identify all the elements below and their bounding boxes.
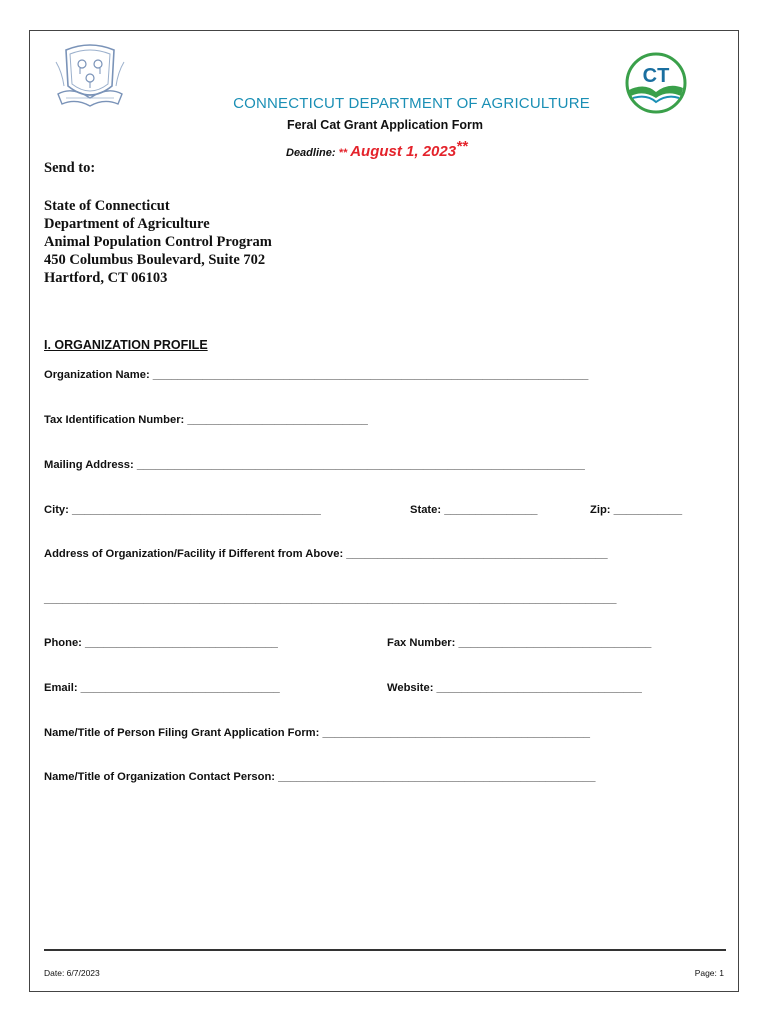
tax-id-field[interactable]: Tax Identification Number: _____________________________ [44, 414, 368, 426]
organization-name-field[interactable]: Organization Name: ______________________________________________________________________ [44, 369, 589, 381]
form-title: Feral Cat Grant Application Form [286, 118, 484, 132]
address-line: Animal Population Control Program [44, 234, 272, 250]
deadline-label: Deadline: [286, 147, 336, 159]
address-line: Hartford, CT 06103 [44, 270, 168, 286]
deadline-date: August 1, 2023 [350, 143, 457, 160]
ct-logo-text: CT [642, 65, 670, 87]
website-field[interactable]: Website: _________________________________ [387, 682, 642, 694]
deadline-stars-open: ** [338, 147, 348, 159]
fax-field[interactable]: Fax Number: _______________________________ [387, 637, 652, 649]
deadline [286, 138, 468, 160]
send-to-label: Send to: [44, 160, 96, 176]
contact-person-field[interactable]: Name/Title of Organization Contact Person: ___________________________________________________ [44, 771, 596, 783]
zip-field[interactable]: Zip: ___________ [590, 504, 683, 516]
address-line: Department of Agriculture [44, 216, 210, 232]
deadline-stars-close: ** [456, 138, 468, 155]
footer-date: Date: 6/7/2023 [44, 968, 100, 978]
state-field[interactable]: State: _______________ [410, 504, 538, 516]
mailing-address-field[interactable]: Mailing Address: ________________________________________________________________________ [44, 459, 585, 471]
alt-address-field[interactable]: Address of Organization/Facility if Different from Above: __________________________________________ [44, 548, 608, 560]
email-field[interactable]: Email: ________________________________ [44, 682, 280, 694]
footer-page-number: Page: 1 [694, 968, 724, 978]
phone-field[interactable]: Phone: _______________________________ [44, 637, 278, 649]
mailing-address-block [44, 197, 272, 287]
alt-address-line-2[interactable]: ____________________________________________________________________________________________ [44, 593, 617, 605]
address-line: State of Connecticut [44, 198, 170, 214]
address-line: 450 Columbus Boulevard, Suite 702 [44, 252, 266, 268]
footer-rule [44, 949, 726, 951]
filer-name-field[interactable]: Name/Title of Person Filing Grant Application Form: ___________________________________________ [44, 727, 591, 739]
department-name: CONNECTICUT DEPARTMENT OF AGRICULTURE [233, 95, 590, 112]
city-field[interactable]: City: ________________________________________ [44, 504, 321, 516]
section-heading: I. ORGANIZATION PROFILE [44, 338, 208, 352]
